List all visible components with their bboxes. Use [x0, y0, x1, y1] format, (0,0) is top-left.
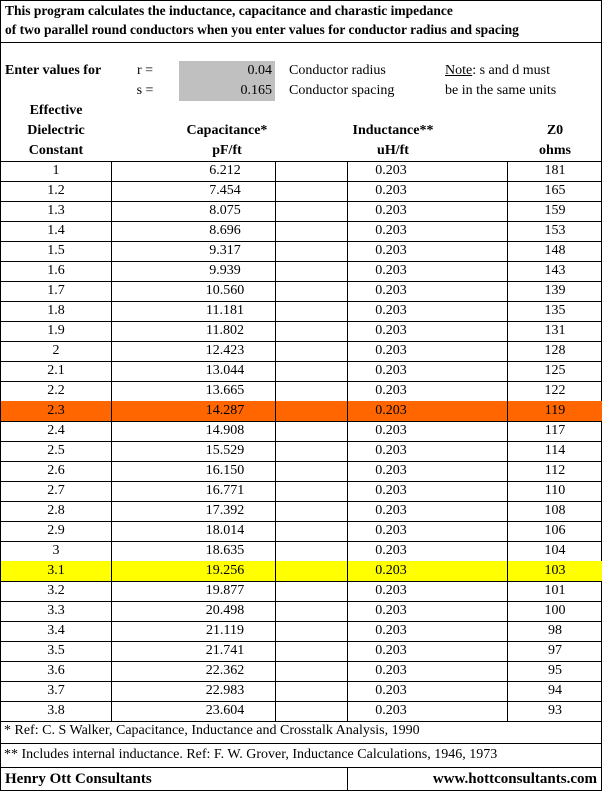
- spacer-cell: [111, 541, 175, 561]
- spacer-cell: [435, 341, 507, 361]
- spacer-cell: [435, 241, 507, 261]
- z0-cell: 139: [544, 283, 566, 298]
- dielectric-cell: 2.2: [47, 383, 65, 398]
- table-row: [1, 301, 602, 321]
- footer-divider: [347, 767, 348, 791]
- inductance-cell: 0.203: [375, 343, 407, 358]
- spacer-cell: [275, 541, 347, 561]
- spacer-cell: [111, 161, 175, 181]
- spacer-cell: [275, 181, 347, 201]
- spacer-cell: [275, 461, 347, 481]
- dielectric-cell: 1.9: [47, 323, 65, 338]
- table-row: [1, 321, 602, 341]
- inductance-cell: 0.203: [375, 683, 407, 698]
- dielectric-cell: 2.1: [47, 363, 65, 378]
- capacitance-cell: 10.560: [205, 283, 245, 298]
- inductance-cell: 0.203: [375, 363, 407, 378]
- spacer-cell: [111, 681, 175, 701]
- capacitance-cell: 8.075: [209, 203, 241, 218]
- capacitance-cell: 13.044: [205, 363, 245, 378]
- footer-company: Henry Ott Consultants: [5, 771, 152, 787]
- s-label: s =: [136, 83, 154, 98]
- z0-cell: 104: [544, 543, 566, 558]
- z0-cell: 125: [544, 363, 566, 378]
- table-row: [1, 681, 602, 701]
- note-rest: : s and d must: [472, 63, 550, 78]
- inductance-cell: 0.203: [375, 663, 407, 678]
- dielectric-cell: 3.7: [47, 683, 65, 698]
- column-divider: [507, 161, 508, 721]
- col-capacitance-unit: pF/ft: [212, 143, 242, 158]
- z0-cell: 148: [544, 243, 566, 258]
- dielectric-cell: 1.3: [47, 203, 65, 218]
- col-dielectric-line-2: Dielectric: [27, 123, 85, 138]
- spacer-cell: [111, 381, 175, 401]
- spacer-cell: [275, 661, 347, 681]
- inductance-cell: 0.203: [375, 263, 407, 278]
- spacer-cell: [111, 421, 175, 441]
- col-dielectric-line-3: Constant: [28, 143, 84, 158]
- spacer-cell: [435, 201, 507, 221]
- z0-cell: 119: [544, 403, 566, 418]
- capacitance-cell: 15.529: [205, 443, 245, 458]
- spacer-cell: [111, 401, 175, 421]
- col-z0-title: Z0: [546, 123, 564, 138]
- z0-cell: 143: [544, 263, 566, 278]
- dielectric-cell: 1.7: [47, 283, 65, 298]
- spacer-cell: [435, 281, 507, 301]
- z0-cell: 106: [544, 523, 566, 538]
- inductance-cell: 0.203: [375, 323, 407, 338]
- spacer-cell: [111, 201, 175, 221]
- table-row: [1, 501, 602, 521]
- enter-values-label: Enter values for: [5, 63, 102, 78]
- inductance-cell: 0.203: [375, 223, 407, 238]
- capacitance-cell: 9.317: [209, 243, 241, 258]
- spacer-cell: [111, 581, 175, 601]
- inductance-cell: 0.203: [375, 203, 407, 218]
- z0-cell: 108: [544, 503, 566, 518]
- table-row: [1, 561, 602, 581]
- capacitance-cell: 22.983: [205, 683, 245, 698]
- spacer-cell: [111, 601, 175, 621]
- capacitance-cell: 16.150: [205, 463, 245, 478]
- column-divider: [111, 161, 112, 721]
- inductance-cell: 0.203: [375, 603, 407, 618]
- header-line-1: This program calculates the inductance, capacitance and charastic impedance: [5, 3, 453, 18]
- table-row: [1, 161, 602, 181]
- table-row: [1, 581, 602, 601]
- z0-cell: 117: [544, 423, 566, 438]
- spacer-cell: [111, 361, 175, 381]
- inductance-cell: 0.203: [375, 463, 407, 478]
- inductance-cell: 0.203: [375, 183, 407, 198]
- units-note-line-2: be in the same units: [445, 83, 557, 98]
- column-divider: [275, 161, 276, 721]
- spacer-cell: [275, 501, 347, 521]
- table-row: [1, 441, 602, 461]
- capacitance-cell: 12.423: [205, 343, 245, 358]
- table-row: [1, 521, 602, 541]
- capacitance-cell: 9.939: [209, 263, 241, 278]
- footnote-capacitance: * Ref: C. S Walker, Capacitance, Inductance and Crosstalk Analysis, 1990: [4, 723, 420, 738]
- spacer-cell: [435, 581, 507, 601]
- spacer-cell: [435, 541, 507, 561]
- spacer-cell: [435, 661, 507, 681]
- capacitance-cell: 14.908: [205, 423, 245, 438]
- capacitance-cell: 20.498: [205, 603, 245, 618]
- table-row: [1, 261, 602, 281]
- spacer-cell: [275, 641, 347, 661]
- spacer-cell: [275, 281, 347, 301]
- spacer-cell: [275, 481, 347, 501]
- footer-website[interactable]: www.hottconsultants.com: [432, 771, 597, 787]
- table-row: [1, 181, 602, 201]
- inductance-cell: 0.203: [375, 583, 407, 598]
- r-label: r =: [136, 63, 154, 78]
- table-row: [1, 481, 602, 501]
- spacer-cell: [275, 301, 347, 321]
- spacer-cell: [435, 361, 507, 381]
- spacer-cell: [275, 581, 347, 601]
- spacer-cell: [275, 361, 347, 381]
- dielectric-cell: 2.9: [47, 523, 65, 538]
- r-input[interactable]: 0.04: [179, 61, 275, 81]
- col-z0-unit: ohms: [539, 143, 571, 158]
- col-dielectric-line-1: Effective: [29, 103, 83, 118]
- z0-cell: 93: [548, 703, 562, 718]
- dielectric-cell: 2.6: [47, 463, 65, 478]
- dielectric-cell: 1.6: [47, 263, 65, 278]
- z0-cell: 95: [548, 663, 562, 678]
- spacer-cell: [111, 441, 175, 461]
- spacer-cell: [111, 461, 175, 481]
- column-divider: [347, 161, 348, 721]
- spacer-cell: [275, 421, 347, 441]
- capacitance-cell: 14.287: [205, 403, 245, 418]
- spacer-cell: [435, 461, 507, 481]
- note-word: Note: [445, 63, 473, 78]
- z0-cell: 165: [544, 183, 566, 198]
- table-row: [1, 541, 602, 561]
- table-row: [1, 421, 602, 441]
- z0-cell: 128: [544, 343, 566, 358]
- z0-cell: 100: [544, 603, 566, 618]
- spacer-cell: [275, 261, 347, 281]
- spacer-cell: [111, 181, 175, 201]
- capacitance-cell: 21.741: [205, 643, 245, 658]
- spacer-cell: [275, 201, 347, 221]
- divider-footer: [1, 767, 602, 768]
- spacer-cell: [111, 481, 175, 501]
- spacer-cell: [111, 501, 175, 521]
- inductance-cell: 0.203: [375, 563, 407, 578]
- spacer-cell: [435, 301, 507, 321]
- z0-cell: 112: [544, 463, 566, 478]
- spacer-cell: [275, 381, 347, 401]
- dielectric-cell: 1.5: [47, 243, 65, 258]
- footnote-inductance: ** Includes internal inductance. Ref: F. W. Grover, Inductance Calculations, 1946, 1973: [4, 747, 498, 762]
- spacer-cell: [435, 381, 507, 401]
- spacer-cell: [275, 221, 347, 241]
- table-row: [1, 221, 602, 241]
- inductance-cell: 0.203: [375, 383, 407, 398]
- capacitance-cell: 13.665: [205, 383, 245, 398]
- dielectric-cell: 3: [52, 543, 60, 558]
- z0-cell: 114: [544, 443, 566, 458]
- spacer-cell: [111, 241, 175, 261]
- inductance-cell: 0.203: [375, 703, 407, 718]
- spacer-cell: [275, 441, 347, 461]
- spacer-cell: [111, 261, 175, 281]
- z0-cell: 131: [544, 323, 566, 338]
- spacer-cell: [435, 441, 507, 461]
- dielectric-cell: 2.8: [47, 503, 65, 518]
- spacer-cell: [111, 621, 175, 641]
- table-row: [1, 281, 602, 301]
- z0-cell: 181: [544, 163, 566, 178]
- z0-cell: 135: [544, 303, 566, 318]
- inductance-cell: 0.203: [375, 503, 407, 518]
- inductance-cell: 0.203: [375, 403, 407, 418]
- table-row: [1, 701, 602, 721]
- table-row: [1, 361, 602, 381]
- inductance-cell: 0.203: [375, 623, 407, 638]
- capacitance-cell: 8.696: [209, 223, 241, 238]
- table-row: [1, 381, 602, 401]
- inductance-cell: 0.203: [375, 283, 407, 298]
- spacer-cell: [275, 241, 347, 261]
- spacer-cell: [111, 661, 175, 681]
- dielectric-cell: 3.3: [47, 603, 65, 618]
- spacer-cell: [111, 641, 175, 661]
- table-row: [1, 461, 602, 481]
- dielectric-cell: 3.8: [47, 703, 65, 718]
- spacer-cell: [275, 401, 347, 421]
- inductance-cell: 0.203: [375, 523, 407, 538]
- spacer-cell: [275, 321, 347, 341]
- spacer-cell: [435, 641, 507, 661]
- inductance-cell: 0.203: [375, 303, 407, 318]
- spacer-cell: [435, 481, 507, 501]
- capacitance-cell: 16.771: [205, 483, 245, 498]
- spacer-cell: [435, 561, 507, 581]
- capacitance-cell: 19.877: [205, 583, 245, 598]
- capacitance-cell: 18.635: [205, 543, 245, 558]
- dielectric-cell: 1.4: [47, 223, 65, 238]
- spacer-cell: [111, 341, 175, 361]
- table-row: [1, 341, 602, 361]
- inductance-cell: 0.203: [375, 443, 407, 458]
- capacitance-cell: 19.256: [205, 563, 245, 578]
- spacer-cell: [435, 401, 507, 421]
- spacer-cell: [435, 321, 507, 341]
- table-row: [1, 241, 602, 261]
- s-description: Conductor spacing: [289, 83, 395, 98]
- spacer-cell: [275, 621, 347, 641]
- dielectric-cell: 1: [52, 163, 60, 178]
- divider-header: [1, 42, 602, 43]
- z0-cell: 153: [544, 223, 566, 238]
- divider-footnote: [1, 743, 602, 744]
- units-note: [445, 61, 601, 81]
- spacer-cell: [275, 161, 347, 181]
- inductance-cell: 0.203: [375, 243, 407, 258]
- spacer-cell: [111, 221, 175, 241]
- inductance-cell: 0.203: [375, 543, 407, 558]
- spacer-cell: [435, 421, 507, 441]
- capacitance-cell: 21.119: [206, 623, 244, 638]
- capacitance-cell: 6.212: [209, 163, 241, 178]
- dielectric-cell: 1.8: [47, 303, 65, 318]
- dielectric-cell: 2: [52, 343, 60, 358]
- table-row: [1, 641, 602, 661]
- z0-cell: 159: [544, 203, 566, 218]
- dielectric-cell: 2.4: [47, 423, 65, 438]
- capacitance-cell: 23.604: [205, 703, 245, 718]
- spacer-cell: [111, 521, 175, 541]
- inductance-cell: 0.203: [375, 643, 407, 658]
- col-inductance-title: Inductance**: [352, 123, 434, 138]
- z0-cell: 122: [544, 383, 566, 398]
- inductance-cell: 0.203: [375, 423, 407, 438]
- divider-column-header: [1, 161, 602, 162]
- spacer-cell: [435, 701, 507, 721]
- spacer-cell: [435, 681, 507, 701]
- capacitance-cell: 11.181: [206, 303, 244, 318]
- dielectric-cell: 2.7: [47, 483, 65, 498]
- table-row: [1, 201, 602, 221]
- table-row: [1, 661, 602, 681]
- inductance-cell: 0.203: [375, 483, 407, 498]
- z0-cell: 97: [548, 643, 562, 658]
- spacer-cell: [111, 301, 175, 321]
- capacitance-cell: 17.392: [205, 503, 245, 518]
- header-line-2: of two parallel round conductors when you enter values for conductor radius and spacing: [5, 22, 519, 37]
- z0-cell: 110: [544, 483, 566, 498]
- spacer-cell: [435, 601, 507, 621]
- spacer-cell: [275, 341, 347, 361]
- spacer-cell: [435, 501, 507, 521]
- dielectric-cell: 3.2: [47, 583, 65, 598]
- s-input[interactable]: 0.165: [179, 81, 275, 101]
- inductance-cell: 0.203: [375, 163, 407, 178]
- spacer-cell: [435, 181, 507, 201]
- capacitance-cell: 22.362: [205, 663, 245, 678]
- r-description: Conductor radius: [289, 63, 386, 78]
- spacer-cell: [111, 321, 175, 341]
- dielectric-cell: 3.1: [47, 563, 65, 578]
- spacer-cell: [435, 621, 507, 641]
- spacer-cell: [435, 161, 507, 181]
- spacer-cell: [275, 701, 347, 721]
- spacer-cell: [435, 521, 507, 541]
- spacer-cell: [275, 521, 347, 541]
- dielectric-cell: 1.2: [47, 183, 65, 198]
- dielectric-cell: 2.3: [47, 403, 65, 418]
- z0-cell: 101: [544, 583, 566, 598]
- spacer-cell: [275, 681, 347, 701]
- dielectric-cell: 2.5: [47, 443, 65, 458]
- col-capacitance-title: Capacitance*: [186, 123, 268, 138]
- spacer-cell: [111, 281, 175, 301]
- spacer-cell: [435, 221, 507, 241]
- spacer-cell: [275, 561, 347, 581]
- table-row: [1, 601, 602, 621]
- spacer-cell: [111, 561, 175, 581]
- spacer-cell: [111, 701, 175, 721]
- dielectric-cell: 3.5: [47, 643, 65, 658]
- capacitance-cell: 7.454: [209, 183, 241, 198]
- spacer-cell: [275, 601, 347, 621]
- z0-cell: 103: [544, 563, 566, 578]
- col-inductance-unit: uH/ft: [377, 143, 409, 158]
- z0-cell: 94: [548, 683, 562, 698]
- table-row: [1, 401, 602, 421]
- z0-cell: 98: [548, 623, 562, 638]
- table-row: [1, 621, 602, 641]
- dielectric-cell: 3.4: [47, 623, 65, 638]
- dielectric-cell: 3.6: [47, 663, 65, 678]
- capacitance-cell: 18.014: [205, 523, 245, 538]
- spacer-cell: [435, 261, 507, 281]
- capacitance-cell: 11.802: [206, 323, 244, 338]
